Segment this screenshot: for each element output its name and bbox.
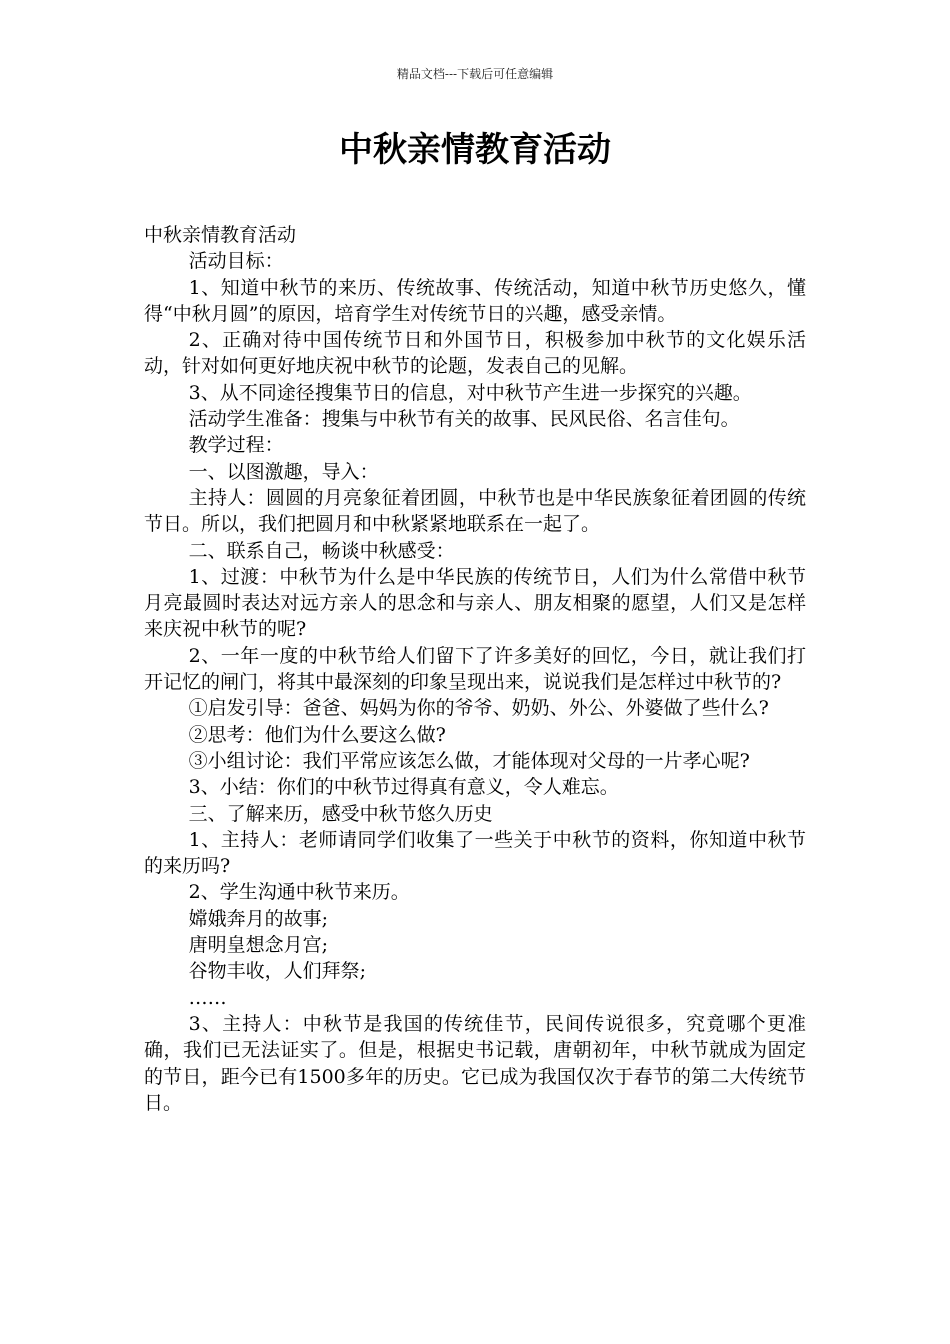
paragraph: 主持人：圆圆的月亮象征着团圆，中秋节也是中华民族象征着团圆的传统节日。所以，我们把圆月和中秋紧紧地联系在一起了。 <box>144 486 806 536</box>
paragraph: 1、知道中秋节的来历、传统故事、传统活动，知道中秋节历史悠久，懂得“中秋月圆”的原因，培育学生对传统节日的兴趣，感受亲情。 <box>144 276 806 325</box>
paragraph: 1、过渡：中秋节为什么是中华民族的传统节日，人们为什么常借中秋节月亮最圆时表达对远方亲人的思念和与亲人、朋友相聚的愿望，人们又是怎样来庆祝中秋节的呢? <box>144 565 806 641</box>
paragraph: ③小组讨论：我们平常应该怎么做，才能体现对父母的一片孝心呢? <box>188 749 750 772</box>
paragraph: ①启发引导：爸爸、妈妈为你的爷爷、奶奶、外公、外婆做了些什么? <box>188 697 769 720</box>
list-item: 谷物丰收，人们拜祭; <box>188 960 367 983</box>
document-title: 中秋亲情教育活动 <box>339 130 611 170</box>
body-heading: 中秋亲情教育活动 <box>144 224 297 246</box>
paragraph: ②思考：他们为什么要这么做? <box>188 723 446 746</box>
paragraph: 教学过程： <box>188 434 284 457</box>
paragraph: 3、小结：你们的中秋节过得真有意义，令人难忘。 <box>188 776 619 799</box>
paragraph: 一、以图激趣，导入： <box>188 460 379 483</box>
paragraph: 2、学生沟通中秋节来历。 <box>188 881 410 904</box>
paragraph: 3、主持人：中秋节是我国的传统佳节，民间传说很多，究竟哪个更准确，我们已无法证实了。但是，根据史书记载，唐朝初年，中秋节就成为固定的节日，距今已有1500多年的历史。它已成为我国仅次于春节的第二大传统节日。 <box>144 1012 806 1114</box>
list-item: 唐明皇想念月宫; <box>188 934 329 957</box>
paragraph: 活动目标： <box>188 250 284 273</box>
paragraph: 2、正确对待中国传统节日和外国节日，积极参加中秋节的文化娱乐活动，针对如何更好地庆祝中秋节的论题，发表自己的见解。 <box>144 329 806 378</box>
paragraph: 2、一年一度的中秋节给人们留下了许多美好的回忆，今日，就让我们打开记忆的闸门，将其中最深刻的印象呈现出来，说说我们是怎样过中秋节的? <box>144 644 806 694</box>
list-item: 嫦娥奔月的故事; <box>188 907 329 930</box>
paragraph: 3、从不同途径搜集节日的信息，对中秋节产生进一步探究的兴趣。 <box>188 381 752 404</box>
paragraph: 活动学生准备：搜集与中秋节有关的故事、民风民俗、名言佳句。 <box>188 408 740 431</box>
page-header: 精品文档---下载后可任意编辑 <box>396 67 554 81</box>
ellipsis: …… <box>188 986 227 1009</box>
paragraph: 二、联系自己，畅谈中秋感受： <box>188 539 455 562</box>
paragraph: 1、主持人：老师请同学们收集了一些关于中秋节的资料，你知道中秋节的来历吗? <box>144 828 806 878</box>
document-body <box>144 222 806 1116</box>
paragraph: 三、了解来历，感受中秋节悠久历史 <box>188 802 493 825</box>
